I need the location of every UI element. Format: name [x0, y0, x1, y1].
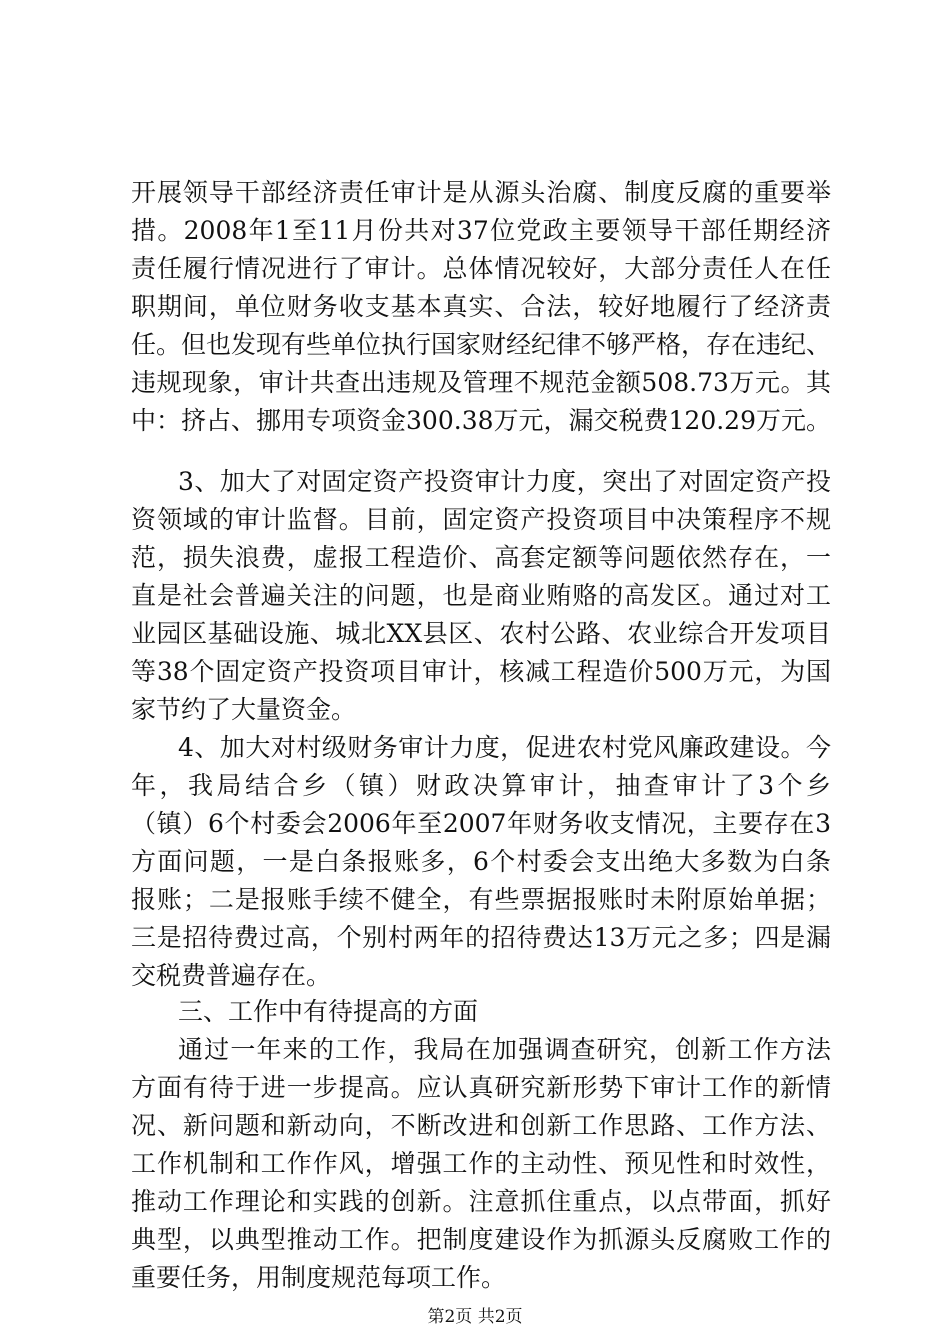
text-line: 推动工作理论和实践的创新。注意抓住重点，以点带面，抓好	[131, 1187, 831, 1216]
text-line: 年，我局结合乡（镇）财政决算审计，抽查审计了3个乡	[131, 771, 831, 800]
text-line: 工作机制和工作作风，增强工作的主动性、预见性和时效性，	[131, 1149, 831, 1178]
text-line: 4、加大对村级财务审计力度，促进农村党风廉政建设。今	[178, 733, 831, 762]
text-line: 家节约了大量资金。	[131, 695, 357, 724]
text-line: 通过一年来的工作，我局在加强调查研究，创新工作方法	[178, 1035, 831, 1064]
text-line: 报账；二是报账手续不健全，有些票据报账时未附原始单据；	[131, 885, 831, 914]
text-line: 直是社会普遍关注的问题，也是商业贿赂的高发区。通过对工	[131, 581, 831, 610]
text-line: 况、新问题和新动向，不断改进和创新工作思路、工作方法、	[131, 1111, 831, 1140]
text-line: 方面问题，一是白条报账多，6个村委会支出绝大多数为白条	[131, 847, 831, 876]
section-heading-text: 三、工作中有待提高的方面	[178, 997, 479, 1026]
text-line: 方面有待于进一步提高。应认真研究新形势下审计工作的新情	[131, 1073, 831, 1102]
text-line: 违规现象，审计共查出违规及管理不规范金额508.73万元。其	[131, 368, 831, 397]
text-line: 资领域的审计监督。目前，固定资产投资项目中决策程序不规	[131, 505, 831, 534]
text-line: 范，损失浪费，虚报工程造价、高套定额等问题依然存在，一	[131, 543, 831, 572]
text-line: 职期间，单位财务收支基本真实、合法，较好地履行了经济责	[131, 292, 831, 321]
text-line: 措。2008年1至11月份共对37位党政主要领导干部任期经济	[131, 216, 831, 245]
text-line: 重要任务，用制度规范每项工作。	[131, 1263, 507, 1292]
page-number-footer: 第2页 共2页	[427, 1307, 523, 1327]
text-line: 业园区基础设施、城北XX县区、农村公路、农业综合开发项目	[131, 619, 831, 648]
text-line: 中：挤占、挪用专项资金300.38万元，漏交税费120.29万元。	[131, 406, 831, 435]
text-line: （镇）6个村委会2006年至2007年财务收支情况，主要存在3	[131, 809, 831, 838]
text-line: 三是招待费过高，个别村两年的招待费达13万元之多；四是漏	[131, 923, 831, 952]
text-line: 等38个固定资产投资项目审计，核减工程造价500万元，为国	[131, 657, 831, 686]
text-line: 任。但也发现有些单位执行国家财经纪律不够严格，存在违纪、	[131, 330, 832, 359]
text-line: 责任履行情况进行了审计。总体情况较好，大部分责任人在任	[131, 254, 831, 283]
text-line: 典型，以典型推动工作。把制度建设作为抓源头反腐败工作的	[131, 1225, 831, 1254]
text-line: 开展领导干部经济责任审计是从源头治腐、制度反腐的重要举	[131, 178, 831, 207]
text-line: 3、加大了对固定资产投资审计力度，突出了对固定资产投	[178, 467, 831, 496]
text-line: 交税费普遍存在。	[131, 961, 332, 990]
